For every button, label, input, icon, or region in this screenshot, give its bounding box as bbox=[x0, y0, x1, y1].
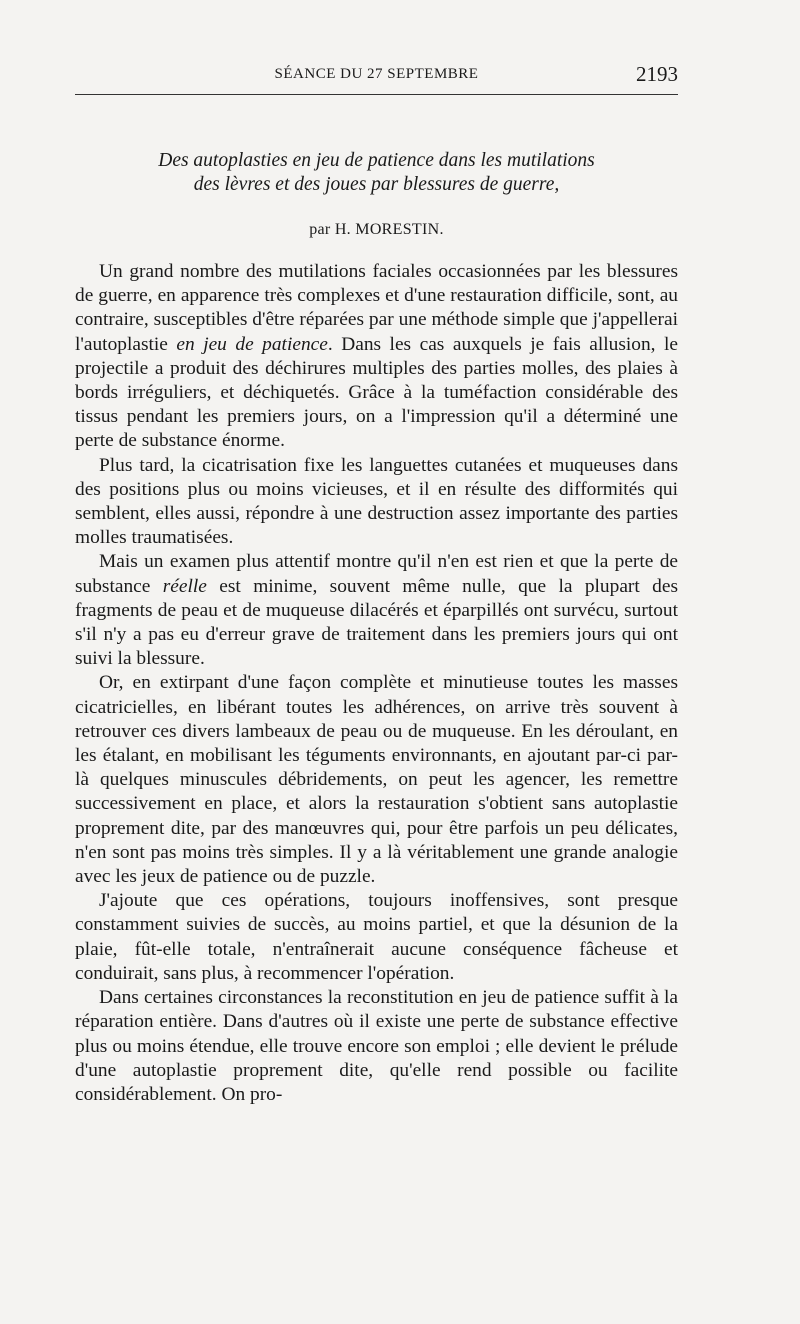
paragraph-1: Un grand nombre des mutilations faciales occasionnées par les blessures de guerre, en apparence très complexes et d'une restauration difficile, sont, au contraire, susceptibles d'être réparées par une méthode simple que j'appellerai l'autoplastie en jeu de patience. Dans les cas auxquels je fais allusion, le projectile a produit des déchirures multiples des parties molles, des plaies à bords irréguliers, et déchiquetés. Grâce à la tuméfaction considérable des tissus pendant les premiers jours, on a l'impression qu'il a déterminé une perte de substance énorme. bbox=[75, 261, 678, 452]
article-title-line-1: Des autoplasties en jeu de patience dans les mutilations bbox=[158, 150, 595, 171]
page-number: 2193 bbox=[636, 62, 678, 86]
document-page bbox=[75, 60, 678, 1107]
article-body bbox=[75, 260, 678, 1107]
paragraph-6: Dans certaines circonstances la reconstitution en jeu de patience suffit à la réparation entière. Dans d'autres où il existe une perte de substance effective plus ou moins étendue, elle trouve encore son emploi ; elle devient le prélude d'une autoplastie proprement dite, qu'elle rend possible ou facilite considérablement. On pro- bbox=[75, 987, 678, 1105]
article-title-line-2: des lèvres et des joues par blessures de guerre, bbox=[193, 174, 560, 195]
paragraph-2: Plus tard, la cicatrisation fixe les languettes cutanées et muqueuses dans des positions plus ou moins vicieuses, et il en résulte des difformités qui semblent, elles aussi, répondre à une destruction assez importante des parties molles traumatisées. bbox=[75, 454, 678, 549]
running-header bbox=[75, 60, 678, 95]
paragraph-5: J'ajoute que ces opérations, toujours inoffensives, sont presque constamment suivies de succès, au moins partiel, et que la désunion de la plaie, fût-elle totale, n'entraînerait aucune conséquence fâcheuse et conduirait, sans plus, à recommencer l'opération. bbox=[75, 890, 678, 984]
article-title bbox=[75, 149, 678, 197]
paragraph-4: Or, en extirpant d'une façon complète et minutieuse toutes les masses cicatricielles, en libérant toutes les adhérences, on arrive très souvent à retrouver ces divers lambeaux de peau ou de muqueuse. En les déroulant, en les étalant, en mobilisant les téguments environnants, en ajoutant par-ci par-là quelques minuscules débridements, on peut les agencer, les remettre successivement en place, et alors la restauration s'obtient sans autoplastie proprement dite, par des manœuvres qui, pour être parfois un peu délicates, n'en sont pas moins très simples. Il y a là véritablement une grande analogie avec les jeux de patience ou de puzzle. bbox=[75, 672, 678, 888]
running-title: SÉANCE DU 27 SEPTEMBRE bbox=[274, 66, 479, 82]
author-byline: par H. MORESTIN. bbox=[309, 221, 444, 238]
paragraph-3: Mais un examen plus attentif montre qu'il n'en est rien et que la perte de substance réelle est minime, souvent même nulle, que la plupart des fragments de peau et de muqueuse dilacérés et éparpillés ont survécu, surtout s'il n'y a pas eu d'erreur grave de traitement dans les premiers jours qui ont suivi la blessure. bbox=[75, 551, 678, 670]
